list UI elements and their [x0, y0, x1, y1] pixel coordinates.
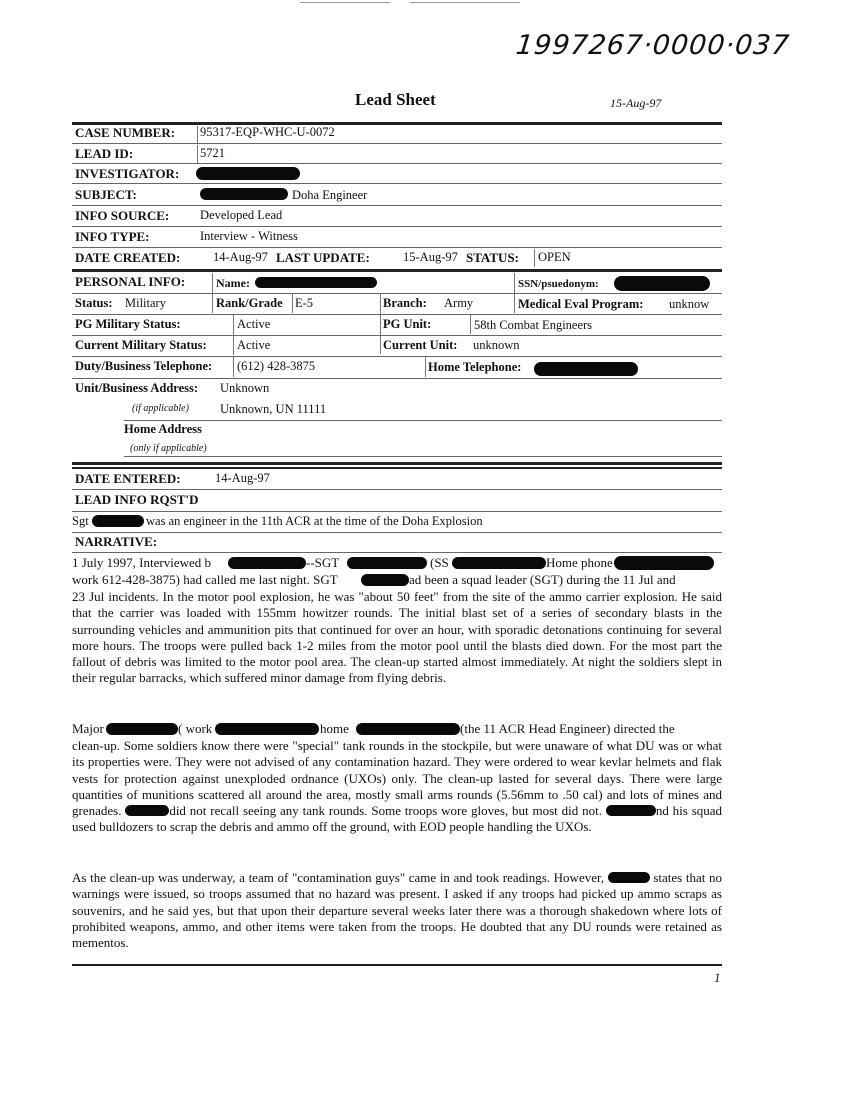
section-rule [72, 269, 722, 272]
narrative-p2-line1-a: Major [72, 721, 104, 736]
pg-unit-value: 58th Combat Engineers [474, 318, 593, 332]
page-title: Lead Sheet [355, 90, 436, 109]
redaction-mark [255, 277, 377, 288]
redaction-mark [361, 574, 409, 586]
info-source-value: Developed Lead [200, 208, 283, 222]
page-number: 1 [714, 970, 721, 985]
narrative-p2-part1: clean-up. Some soldiers know there were "special" tank rounds in the stockpile, but were unaware of what DU was or what its properties were. They were not advised of any contamination hazard. They were ordered to wear kevlar helmets and flak vests for protection against unexploded ordnance (UXOs) only. The clean-up lasted for several days. There were large quantities of munitions scattered all around the area, mostly small arms rounds (5.56mm to .50 cal) and lots of mines and grenades. [72, 738, 722, 819]
status-label: STATUS: [466, 250, 519, 265]
narrative-p2-part2: did not recall seeing any tank rounds. Some troops wore gloves, but most did not. [169, 803, 602, 819]
field-divider [514, 294, 515, 313]
row-rule [72, 247, 722, 248]
date-entered-value: 14-Aug-97 [215, 471, 270, 485]
date-created-label: DATE CREATED: [75, 250, 181, 265]
unit-city-value: Unknown, UN 11111 [220, 402, 327, 416]
info-source-label: INFO SOURCE: [75, 208, 170, 223]
last-update-value: 15-Aug-97 [403, 250, 458, 264]
redaction-mark [614, 556, 714, 570]
header-date: 15-Aug-97 [610, 96, 662, 110]
personal-info-label: PERSONAL INFO: [75, 274, 186, 289]
narrative-p3-part2: states that no warnings were issued, so troops assumed that no hazard was present. I asked if any troops had picked up ammo scraps as souvenirs, and he said yes, but that upon their departure several weeks later there was a thorough shakedown where lots of prohibited weapons, ammo, and other items were taken from the troops. He doubted that any DU rounds were retained as mementos. [72, 870, 722, 951]
redaction-mark [452, 557, 546, 569]
narrative-p3-part1: As the clean-up was underway, a team of "contamination guys" came in and took readings. However, [72, 870, 605, 885]
row-rule [72, 532, 722, 533]
rank-label: Rank/Grade [216, 296, 283, 310]
only-if-applicable-note: (only if applicable) [130, 443, 207, 454]
narrative-p1-line1-a: 1 July 1997, Interviewed b [72, 555, 212, 570]
narrative-p2-line1-c: home [320, 721, 349, 736]
narrative-paragraph-3 [72, 870, 722, 954]
investigator-label: INVESTIGATOR: [75, 166, 180, 181]
pg-unit-label: PG Unit: [383, 317, 432, 331]
redaction-mark [196, 167, 300, 180]
narrative-paragraph-2 [72, 738, 722, 836]
redaction-mark [125, 805, 169, 816]
row-rule [72, 511, 722, 512]
pg-military-value: Active [237, 317, 271, 331]
narrative-p1-line2-b: ad been a squad leader (SGT) during the 11 Jul and [409, 572, 676, 587]
field-divider [197, 126, 198, 144]
row-rule [72, 356, 722, 357]
narrative-p2-part3: nd his squad used bulldozers to scrap the debris and ammo off the ground, with EOD people handling the UXOs. [72, 803, 723, 835]
field-divider [197, 145, 198, 163]
status-military-label: Status: [75, 296, 113, 310]
row-rule [72, 183, 722, 184]
row-rule [124, 420, 722, 421]
last-update-label: LAST UPDATE: [276, 250, 370, 265]
branch-value: Army [444, 296, 474, 310]
lead-info-rqst-label: LEAD INFO RQST'D [75, 492, 199, 507]
info-type-value: Interview - Witness [200, 229, 298, 243]
row-rule [72, 314, 722, 315]
name-label: Name: [216, 276, 250, 290]
narrative-p2-line1-d: (the 11 ACR Head Engineer) directed the [460, 721, 675, 736]
field-divider [380, 294, 381, 354]
subject-label: SUBJECT: [75, 187, 137, 202]
redaction-mark [608, 872, 650, 883]
row-rule [124, 456, 722, 457]
date-entered-label: DATE ENTERED: [75, 471, 181, 486]
date-created-value: 14-Aug-97 [213, 250, 268, 264]
scan-mark [300, 2, 390, 3]
field-divider [425, 357, 426, 377]
home-address-label: Home Address [124, 422, 202, 436]
unit-address-value: Unknown [220, 381, 270, 395]
narrative-p1-line1-c: (SS [430, 555, 449, 570]
redaction-mark [92, 515, 144, 527]
redaction-mark [534, 362, 638, 376]
document-number: 1997267·0000·037 [514, 30, 792, 61]
lead-id-label: LEAD ID: [75, 146, 134, 161]
case-number-label: CASE NUMBER: [75, 125, 176, 140]
unit-address-label: Unit/Business Address: [75, 381, 199, 395]
row-rule [72, 489, 722, 490]
info-type-label: INFO TYPE: [75, 229, 150, 244]
row-rule [72, 552, 722, 553]
row-rule [72, 335, 722, 336]
field-divider [212, 273, 213, 293]
narrative-label: NARRATIVE: [75, 534, 158, 549]
narrative-p1-line1-b: --SGT [306, 555, 340, 570]
narrative-p1-line2-a: work 612-428-3875) had called me last night. SGT [72, 572, 338, 587]
status-value: OPEN [538, 250, 571, 264]
narrative-p1-line1-d: Home phone [546, 555, 613, 570]
field-divider [470, 315, 471, 334]
current-military-label: Current Military Status: [75, 338, 207, 352]
narrative-paragraph-1: 23 Jul incidents. In the motor pool explosion, he was "about 50 feet" from the site of the ammo carrier explosion. He said that the carrier was loaded with 155mm howitzer rounds. The initial blast set of a series of secondary blasts in the surrounding vehicles and ammunition pits that continued for over an hour, with sporadic detonations continuing for several more hours. The troops were pulled back 1-2 miles from the motor pool until the blasts died down. For the most part the fallout of debris was limited to the motor pool area. The clean-up started almost immediately. At night the soldiers slept in their regular barracks, which suffered minor damage from flying debris. [72, 589, 722, 686]
lead-rqst-prefix: Sgt [72, 514, 89, 528]
row-rule [72, 163, 722, 164]
scan-mark [410, 2, 520, 3]
redaction-mark [228, 557, 306, 569]
field-divider [292, 294, 293, 313]
field-divider [534, 249, 535, 267]
lead-rqst-text: was an engineer in the 11th ACR at the time of the Doha Explosion [146, 514, 483, 528]
row-rule [72, 143, 722, 144]
field-divider [212, 294, 213, 313]
duty-phone-label: Duty/Business Telephone: [75, 359, 213, 373]
duty-phone-value: (612) 428-3875 [237, 359, 316, 373]
medical-eval-value: unknow [669, 297, 710, 311]
lead-id-value: 5721 [200, 146, 225, 160]
rank-value: E-5 [295, 296, 314, 310]
redaction-mark [356, 723, 460, 735]
redaction-mark [347, 557, 427, 569]
footer-rule [72, 964, 722, 966]
current-unit-label: Current Unit: [383, 338, 458, 352]
redaction-mark [614, 276, 710, 291]
ssn-label: SSN/psuedonym: [518, 278, 599, 290]
pg-military-label: PG Military Status: [75, 317, 181, 331]
section-rule [72, 467, 722, 469]
row-rule [72, 293, 722, 294]
branch-label: Branch: [383, 296, 427, 310]
field-divider [233, 357, 234, 377]
redaction-mark [215, 723, 319, 735]
narrative-p2-line1-b: ( work [178, 721, 213, 736]
row-rule [72, 378, 722, 379]
status-military-value: Military [125, 296, 166, 310]
case-number-value: 95317-EQP-WHC-U-0072 [200, 125, 335, 139]
home-phone-label: Home Telephone: [428, 360, 522, 374]
section-rule [72, 462, 722, 465]
current-unit-value: unknown [473, 338, 520, 352]
subject-value: Doha Engineer [292, 188, 368, 202]
redaction-mark [606, 805, 656, 816]
redaction-mark [106, 723, 178, 735]
redaction-mark [200, 188, 288, 200]
if-applicable-note: (if applicable) [132, 403, 189, 414]
field-divider [514, 273, 515, 293]
row-rule [72, 205, 722, 206]
row-rule [72, 226, 722, 227]
medical-eval-label: Medical Eval Program: [518, 297, 644, 311]
current-military-value: Active [237, 338, 271, 352]
